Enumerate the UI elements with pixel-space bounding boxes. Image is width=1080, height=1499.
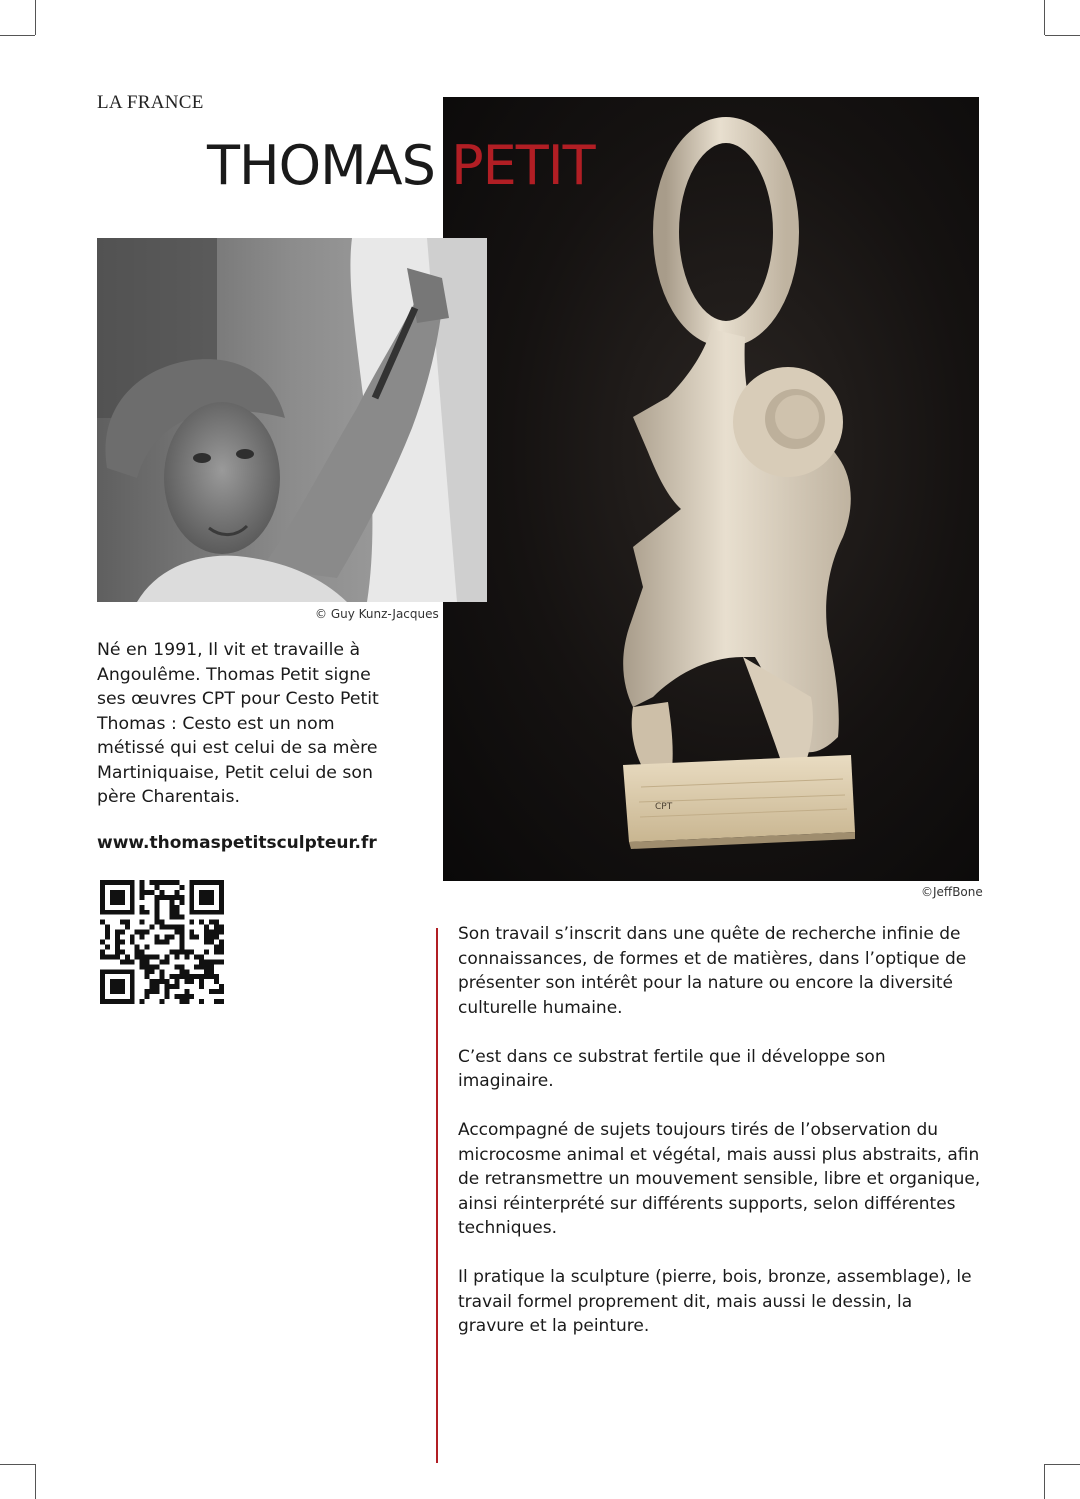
crop-mark [35, 0, 36, 35]
sculpture-illustration [443, 97, 979, 881]
description-paragraph: Accompagné de sujets toujours tirés de l’observation du microcosme animal et végétal, mais aussi plus abstraits, afin de retransmettre un mouvement sensible, libre et organique, ainsi réinterprété sur différents supports, selon différentes techniques. [458, 1120, 981, 1238]
crop-mark [1045, 35, 1080, 36]
crop-mark [35, 1464, 36, 1499]
description-paragraph: C’est dans ce substrat fertile que il développe son imaginaire. [458, 1046, 886, 1091]
qr-code-icon[interactable] [100, 880, 224, 1004]
description-paragraph: Il pratique la sculpture (pierre, bois, bronze, assemblage), le travail formel proprement dit, mais aussi le dessin, la gravure et la peinture. [458, 1267, 972, 1336]
crop-mark [1044, 1464, 1045, 1499]
svg-text:CPT: CPT [655, 802, 673, 812]
artist-first-name: THOMAS [207, 134, 435, 197]
sculpture-photo-credit: ©JeffBone [921, 885, 983, 899]
crop-mark [1044, 0, 1045, 35]
country-label: LA FRANCE [97, 92, 204, 113]
bio-text: Né en 1991, Il vit et travaille à Angoulême. Thomas Petit signe ses œuvres CPT pour Cesto Petit Thomas : Cesto est un nom métissé qui est celui de sa mère Martiniquaise, Petit celui de son père Charentais. [97, 640, 379, 807]
description-column [458, 922, 983, 1363]
artist-last-name: PETIT [451, 134, 595, 197]
artist-bio [97, 638, 397, 810]
crop-mark [0, 1464, 35, 1465]
portrait-illustration [97, 238, 487, 602]
website-link[interactable]: www.thomaspetitsculpteur.fr [97, 833, 377, 853]
portrait-photo-credit: © Guy Kunz-Jacques [315, 607, 439, 621]
red-divider-line [436, 928, 438, 1463]
artist-name [207, 133, 595, 199]
description-paragraph: Son travail s’inscrit dans une quête de recherche infinie de connaissances, de formes et de matières, dans l’optique de présenter son intérêt pour la nature ou encore la diversité culturelle humaine. [458, 924, 967, 1018]
crop-mark [0, 35, 35, 36]
sculpture-photo [443, 97, 979, 881]
artist-portrait-photo [97, 238, 487, 602]
crop-mark [1045, 1464, 1080, 1465]
